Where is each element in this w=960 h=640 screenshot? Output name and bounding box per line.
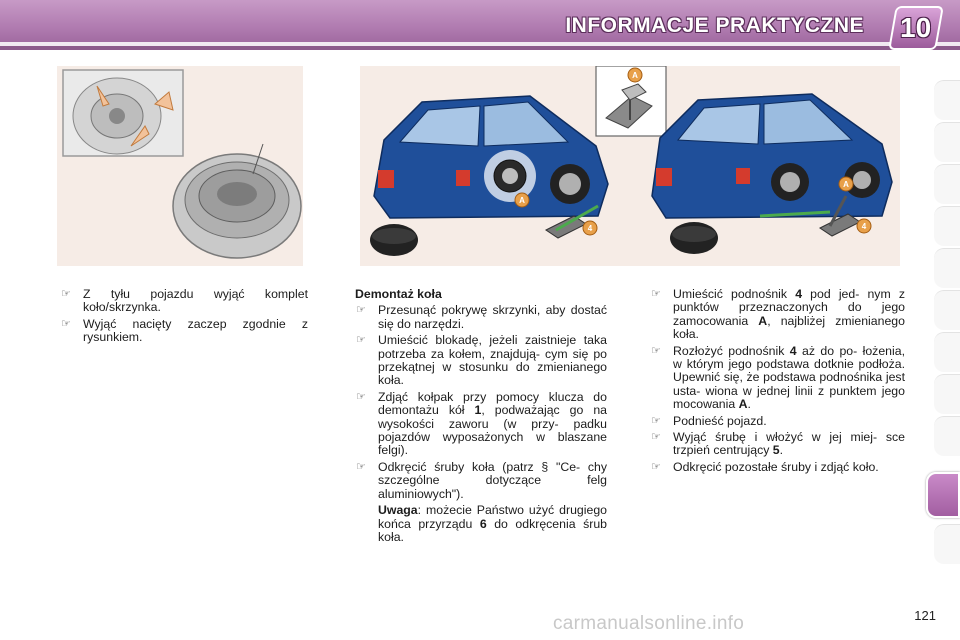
pointing-hand-icon: ☞ [356,460,366,473]
pointing-hand-icon: ☞ [61,288,71,300]
list-item: ☞ Odkręcić śruby koła (patrz § "Ce- chy szczególne dotyczące felg aluminiowych"). [356,459,607,501]
chapter-tab[interactable] [934,122,960,162]
section-heading: Demontaż koła [355,287,442,301]
chapter-tab[interactable] [934,248,960,288]
callout-a-label: A [632,71,638,80]
chapter-number: 10 [900,12,932,43]
text-column-1 [60,288,308,348]
callout-a-label: A [843,180,849,189]
list-item: ☞ Podnieść pojazd. [651,413,767,428]
chapter-tab[interactable] [934,416,960,456]
list-item: ☞ Umieścić blokadę, jeżeli zaistnieje taka potrzeba za kołem, znajdują- cym się po przekątnej w stosunku do zmienianego koła. [356,333,607,388]
header-divider [0,46,960,50]
list-item: ☞ Wyjąć śrubę i włożyć w jej miej- sce trzpień centrujący 5. [651,430,905,458]
list-item: ☞ Odkręcić pozostałe śruby i zdjąć koło. [651,459,879,474]
page-number: 121 [914,608,936,623]
chapter-tab[interactable] [934,374,960,414]
chapter-tab[interactable] [934,206,960,246]
page-header [0,0,960,50]
note-paragraph: Uwaga: możecie Państwo użyć drugiego końca przyrządu 6 do odkręcenia śrub koła. [378,503,607,544]
chapter-tabs [930,80,960,580]
section-title: INFORMACJE PRAKTYCZNE [565,14,864,37]
pointing-hand-icon: ☞ [651,414,661,427]
pointing-hand-icon: ☞ [61,317,71,330]
jack-placement-illustration [360,66,900,266]
text-column-3 [650,288,905,477]
list-item: ☞ Zdjąć kołpak przy pomocy klucza do demontażu kół 1, podważając go na wysokości zaworu (w przy- padku pojazdów wyposażonych w blaszane felgi). [356,389,607,458]
callout-4-label: 4 [587,224,593,233]
pointing-hand-icon: ☞ [651,344,661,357]
list-item: ☞ Umieścić podnośnik 4 pod jed- nym z punktów przeznaczonych do jego zamocowania A, najbliżej zmienianego koła. [651,287,905,342]
list-item: ☞ Wyjąć nacięty zaczep zgodnie z rysunkiem. [61,316,308,345]
chapter-tab[interactable] [934,290,960,330]
pointing-hand-icon: ☞ [356,334,366,347]
spare-wheel-illustration [57,66,303,266]
chapter-tab-active[interactable] [926,472,960,518]
chapter-tab[interactable] [934,80,960,120]
callout-4-label: 4 [861,222,867,231]
list-item: ☞ Z tyłu pojazdu wyjąć komplet koło/skrzynka. [61,287,308,315]
watermark: carmanualsonline.info [553,613,745,634]
text-column-2 [355,288,607,544]
pointing-hand-icon: ☞ [651,460,661,473]
chapter-tab[interactable] [934,524,960,564]
chapter-badge [888,6,944,50]
pointing-hand-icon: ☞ [651,288,661,300]
callout-a-label: A [519,196,525,205]
chapter-tab[interactable] [934,332,960,372]
list-item: ☞ Rozłożyć podnośnik 4 aż do po- łożenia, w którym jego podstawa dotknie podłoża. Upewnić się, że podstawa podnośnika jest usta- wiona w jednej linii z punktem jego mocowania A. [651,343,905,412]
pointing-hand-icon: ☞ [356,390,366,403]
pointing-hand-icon: ☞ [356,304,366,317]
pointing-hand-icon: ☞ [651,431,661,444]
list-item: ☞ Przesunąć pokrywę skrzynki, aby dostać się do narzędzi. [356,303,607,331]
chapter-tab[interactable] [934,164,960,204]
